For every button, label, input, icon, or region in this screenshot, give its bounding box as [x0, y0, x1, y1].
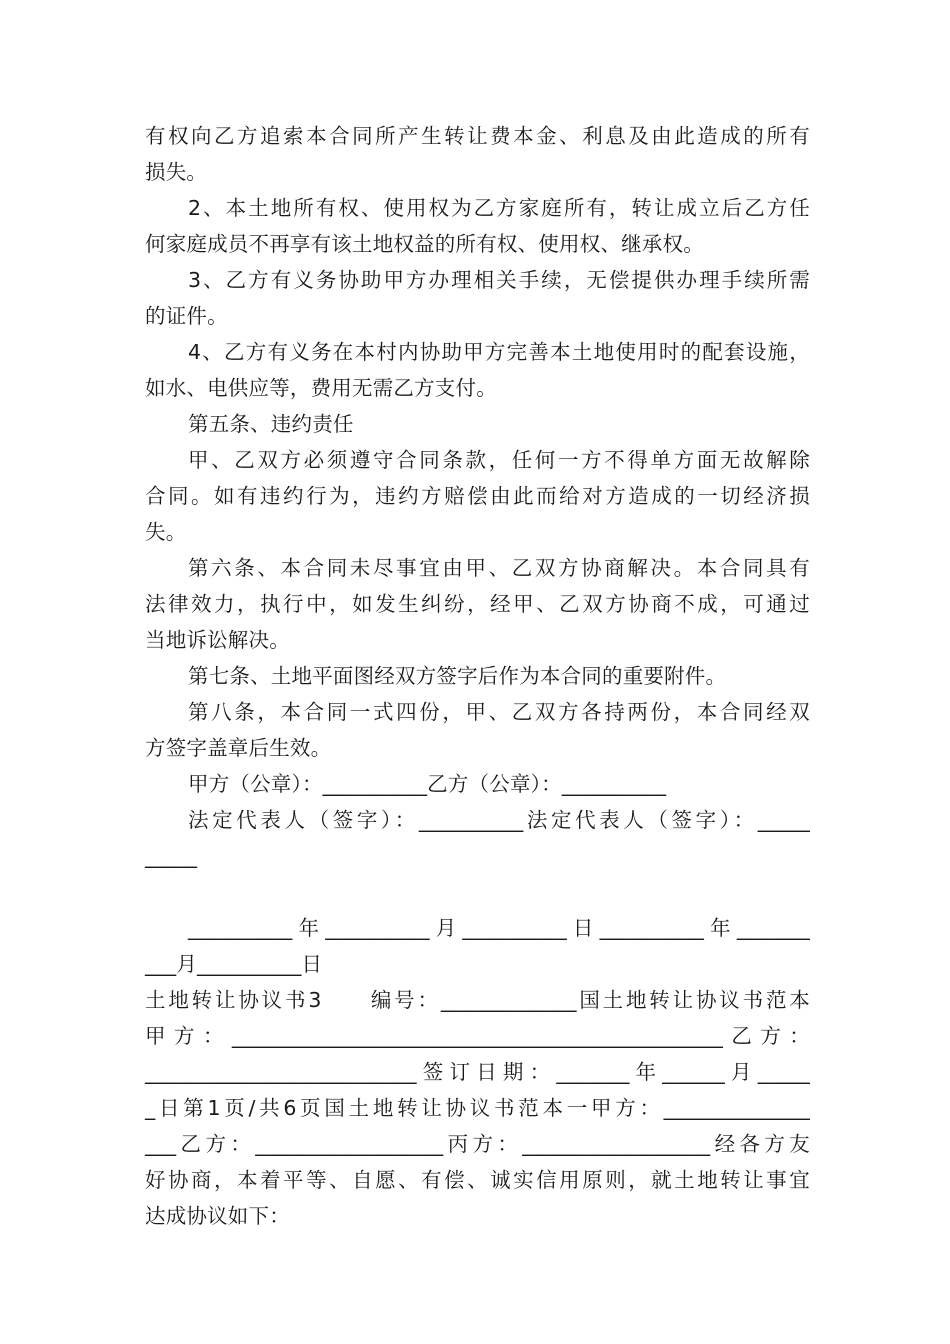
text-line: 3、乙方有义务协助甲方办理相关手续，无偿提供办理手续所需 — [188, 268, 810, 292]
text-line: 法定代表人（签字）：__________法定代表人（签字）：_____ — [188, 808, 810, 832]
text-line: 第七条、土地平面图经双方签字后作为本合同的重要附件。 — [188, 664, 727, 688]
text-line: 4、乙方有义务在本村内协助甲方完善本土地使用时的配套设施， — [188, 340, 810, 364]
document-body — [145, 118, 810, 1234]
text-line — [145, 874, 810, 910]
text-line: 损失。 — [145, 160, 208, 184]
text-line: 甲方（公章）：__________乙方（公章）：__________ — [188, 772, 667, 796]
text-line: 甲、乙双方必须遵守合同条款，任何一方不得单方面无故解除 — [188, 448, 810, 472]
text-line: 甲方：_______________________________________________乙方： — [145, 1024, 810, 1048]
text-line: 失。 — [145, 520, 187, 544]
text-line: 土地转让协议书3 编号：_____________国土地转让协议书范本 — [145, 988, 810, 1012]
text-line: 2、本土地所有权、使用权为乙方家庭所有，转让成立后乙方任 — [188, 196, 810, 220]
text-line: 第五条、违约责任 — [188, 412, 354, 436]
text-line: 的证件。 — [145, 304, 228, 328]
text-line: _日第1页/共6页国土地转让协议书范本一甲方：______________ — [145, 1096, 810, 1120]
text-line: __________________________签订日期：_______年______月_____ — [145, 1060, 810, 1084]
text-line: 合同。如有违约行为，违约方赔偿由此而给对方造成的一切经济损 — [145, 484, 810, 508]
text-line: _____ — [145, 844, 198, 868]
text-line: __________年__________月__________日__________年_______ — [188, 916, 810, 940]
text-line: ___月__________日 — [145, 952, 323, 976]
text-line: 法律效力，执行中，如发生纠纷，经甲、乙双方协商不成，可通过 — [145, 592, 810, 616]
text-line: 第六条、本合同未尽事宜由甲、乙双方协商解决。本合同具有 — [188, 556, 810, 580]
text-line: 第八条，本合同一式四份，甲、乙双方各持两份，本合同经双 — [188, 700, 810, 724]
text-line: 何家庭成员不再享有该土地权益的所有权、使用权、继承权。 — [145, 232, 704, 256]
text-line: 好协商，本着平等、自愿、有偿、诚实信用原则，就土地转让事宜 — [145, 1168, 810, 1192]
text-line: 达成协议如下： — [145, 1204, 290, 1228]
text-line: 方签字盖章后生效。 — [145, 736, 332, 760]
text-line: 当地诉讼解决。 — [145, 628, 290, 652]
text-line: 如水、电供应等，费用无需乙方支付。 — [145, 376, 497, 400]
text-line: ___乙方：__________________丙方：__________________经各方友 — [145, 1132, 810, 1156]
text-line: 有权向乙方追索本合同所产生转让费本金、利息及由此造成的所有 — [145, 124, 810, 148]
